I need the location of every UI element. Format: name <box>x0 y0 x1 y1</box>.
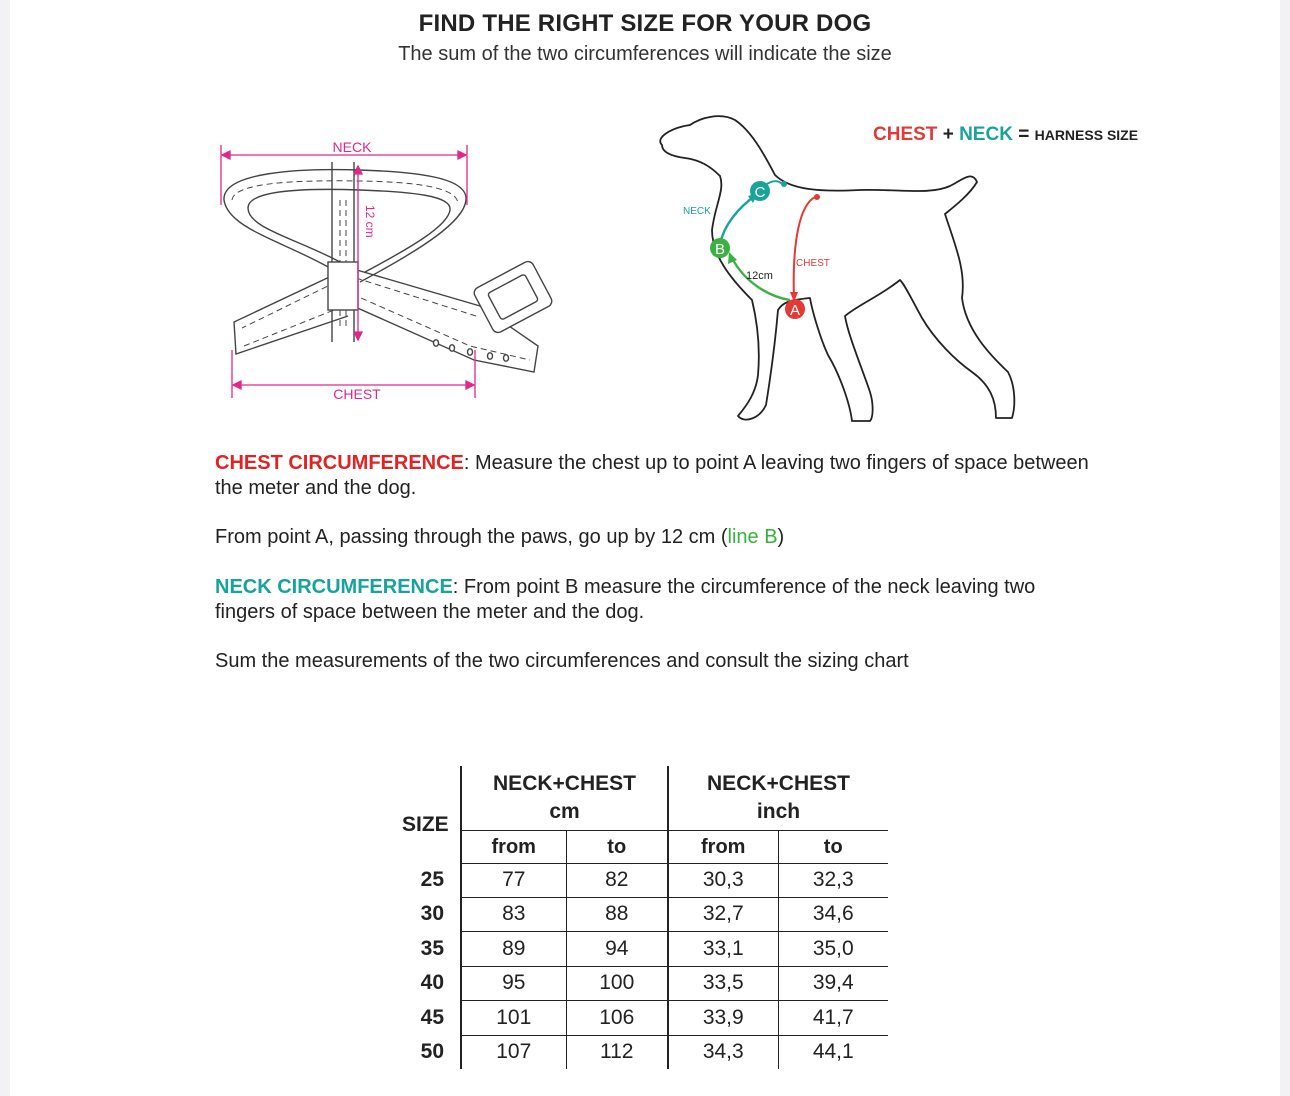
chest-instruction <box>215 451 1095 501</box>
chest-heading: CHEST CIRCUMFERENCE <box>215 452 464 474</box>
chest-text: : Measure the chest up to point A leaving two fingers of space between the meter and the dog. <box>215 452 1089 499</box>
harness-chest-label: CHEST <box>333 386 381 402</box>
cm-to-cell: 106 <box>566 1000 668 1035</box>
step2-after: ) <box>777 526 785 548</box>
harness-neck-loop-inner <box>248 189 450 272</box>
neck-instruction <box>215 575 1095 625</box>
point-a-marker <box>785 299 805 319</box>
point-a-label: A <box>789 302 801 319</box>
inch-from-header: from <box>668 830 778 863</box>
size-header: SIZE <box>396 808 461 841</box>
inch-header <box>668 766 888 830</box>
size-cell: 30 <box>396 897 461 931</box>
step-line-b-instruction <box>215 525 1095 550</box>
table-row <box>396 1035 888 1069</box>
size-cell: 25 <box>396 863 461 897</box>
inch-to-cell: 34,6 <box>778 897 888 931</box>
cm-from-header: from <box>461 830 566 863</box>
cm-to-cell: 112 <box>566 1035 668 1069</box>
buckle-icon <box>472 259 554 334</box>
table-row <box>396 863 888 897</box>
point-b-marker <box>710 238 730 258</box>
page-title: FIND THE RIGHT SIZE FOR YOUR DOG <box>418 10 872 37</box>
point-c-label: C <box>754 184 766 201</box>
page-subtitle: The sum of the two circumferences will indicate the size <box>398 43 892 65</box>
cm-header-line2: cm <box>549 799 580 823</box>
table-row <box>396 931 888 966</box>
cm-to-cell: 94 <box>566 931 668 966</box>
inch-from-cell: 34,3 <box>668 1035 778 1069</box>
cm-from-cell: 89 <box>461 931 566 966</box>
inch-header-line2: inch <box>756 799 801 823</box>
table-row <box>396 966 888 1000</box>
sum-instruction: Sum the measurements of the two circumferences and consult the sizing chart <box>215 650 909 672</box>
inch-from-cell: 30,3 <box>668 863 778 897</box>
inch-from-cell: 33,5 <box>668 966 778 1000</box>
formula-neck: NECK <box>959 124 1013 145</box>
dog-neck-label: NECK <box>683 206 711 217</box>
cm-from-cell: 101 <box>461 1000 566 1035</box>
dog-offset-label: 12cm <box>746 270 773 282</box>
harness-strap-width-label: 12 cm <box>363 205 377 238</box>
point-c-marker <box>750 181 770 201</box>
size-cell: 50 <box>396 1035 461 1069</box>
cm-to-cell: 82 <box>566 863 668 897</box>
inch-to-cell: 44,1 <box>812 1040 854 1064</box>
inch-to-header: to <box>778 830 888 863</box>
inch-to-cell: 35,0 <box>778 931 888 966</box>
table-row <box>396 1000 888 1035</box>
harness-size-formula <box>873 124 1138 146</box>
cm-header-line1: NECK+CHEST <box>493 771 636 795</box>
line-b-text: line B <box>727 526 778 548</box>
cm-from-cell: 107 <box>461 1035 566 1069</box>
dog-chest-label: CHEST <box>796 258 830 269</box>
table-row <box>396 897 888 931</box>
harness-diagram <box>210 135 560 410</box>
cm-from-cell: 77 <box>461 863 566 897</box>
cm-from-cell: 83 <box>461 897 566 931</box>
inch-from-cell: 32,7 <box>668 897 778 931</box>
inch-to-cell: 41,7 <box>778 1000 888 1035</box>
inch-from-cell: 33,1 <box>668 931 778 966</box>
cm-to-cell: 100 <box>566 966 668 1000</box>
point-b-label: B <box>714 241 726 258</box>
dog-diagram <box>650 112 1030 424</box>
formula-equals: = <box>1018 124 1030 145</box>
dog-silhouette <box>660 116 1014 421</box>
neck-heading: NECK CIRCUMFERENCE <box>215 576 453 598</box>
inch-to-cell: 39,4 <box>778 966 888 1000</box>
formula-result: HARNESS SIZE <box>1034 127 1139 143</box>
harness-neck-label: NECK <box>332 139 372 155</box>
size-cell: 45 <box>396 1000 461 1035</box>
inch-from-cell: 33,9 <box>668 1000 778 1035</box>
size-table <box>396 766 888 1069</box>
formula-plus: + <box>942 124 954 145</box>
cm-to-header: to <box>566 830 668 863</box>
neck-text: : From point B measure the circumference of the neck leaving two fingers of space between the meter and the dog. <box>215 576 1036 623</box>
size-cell: 40 <box>396 966 461 1000</box>
formula-chest: CHEST <box>873 124 938 145</box>
inch-to-cell: 32,3 <box>778 863 888 897</box>
cm-header <box>461 766 668 830</box>
size-cell: 35 <box>396 931 461 966</box>
step2-before: From point A, passing through the paws, go up by 12 cm ( <box>215 526 728 548</box>
cm-to-cell: 88 <box>566 897 668 931</box>
cm-from-cell: 95 <box>461 966 566 1000</box>
inch-header-line1: NECK+CHEST <box>707 771 850 795</box>
